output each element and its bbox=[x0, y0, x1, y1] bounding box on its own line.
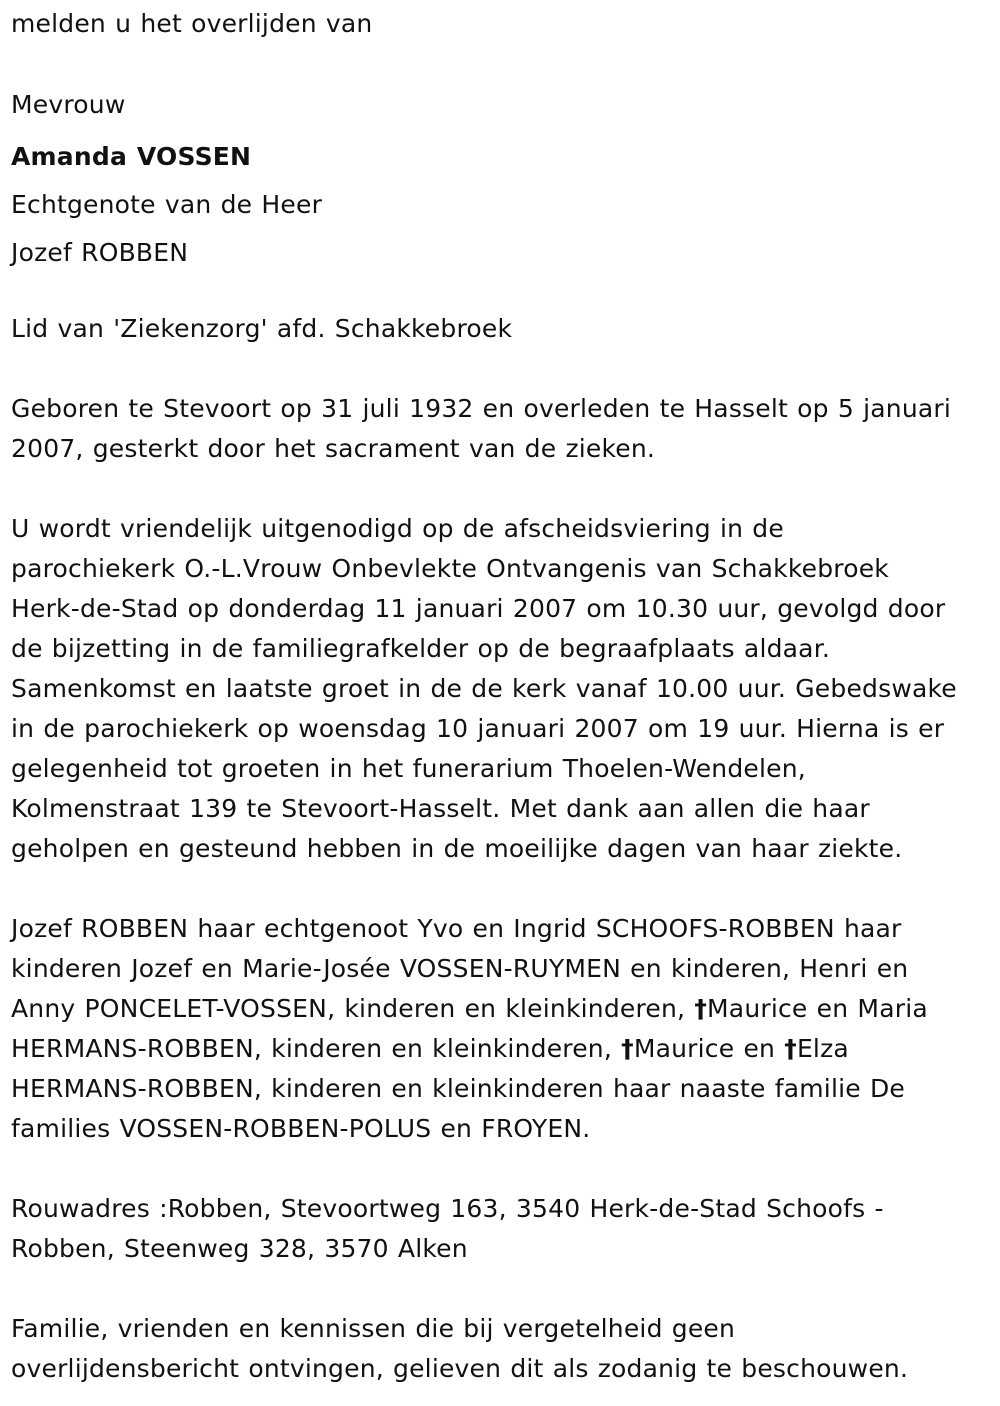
family-line: HERMANS-ROBBEN, kinderen en kleinkinderen haar naaste familie De bbox=[11, 1074, 905, 1103]
cross-icon: † bbox=[621, 1034, 634, 1063]
invitation-line: Samenkomst en laatste groet in de de kerk vanaf 10.00 uur. Gebedswake bbox=[11, 674, 957, 703]
salutation bbox=[11, 85, 125, 125]
family-text: Elza bbox=[796, 1034, 849, 1063]
family-line: Jozef ROBBEN haar echtgenoot Yvo en Ingrid SCHOOFS-ROBBEN haar bbox=[11, 914, 902, 943]
family-text: Anny PONCELET-VOSSEN, kinderen en kleinkinderen, bbox=[11, 994, 695, 1023]
closing-paragraph bbox=[11, 1309, 908, 1389]
birth-death-line: Geboren te Stevoort op 31 juli 1932 en overleden te Hasselt op 5 januari bbox=[11, 394, 952, 423]
address-line: Robben, Steenweg 328, 3570 Alken bbox=[11, 1234, 468, 1263]
cross-icon: † bbox=[784, 1034, 797, 1063]
closing-line: overlijdensbericht ontvingen, gelieven dit als zodanig te beschouwen. bbox=[11, 1354, 909, 1383]
invitation-paragraph bbox=[11, 509, 957, 869]
invitation-line: U wordt vriendelijk uitgenodigd op de afscheidsviering in de bbox=[11, 514, 784, 543]
cross-icon: † bbox=[694, 994, 708, 1023]
closing-line: Familie, vrienden en kennissen die bij vergetelheid geen bbox=[11, 1314, 736, 1343]
address-line: Rouwadres :Robben, Stevoortweg 163, 3540 Herk-de-Stad Schoofs - bbox=[11, 1194, 884, 1223]
invitation-line: in de parochiekerk op woensdag 10 januari 2007 om 19 uur. Hierna is er bbox=[11, 714, 945, 743]
birth-death-paragraph bbox=[11, 389, 951, 469]
deceased-name: Amanda VOSSEN bbox=[11, 142, 252, 171]
intro-line: melden u het overlijden van bbox=[11, 9, 373, 38]
family-text: HERMANS-ROBBEN, kinderen en kleinkinderen, bbox=[11, 1034, 622, 1063]
family-line: kinderen Jozef en Marie-Josée VOSSEN-RUYMEN en kinderen, Henri en bbox=[11, 954, 909, 983]
family-text: Maurice en bbox=[633, 1034, 785, 1063]
invitation-line: de bijzetting in de familiegrafkelder op de begraafplaats aldaar. bbox=[11, 634, 831, 663]
salutation-text: Mevrouw bbox=[11, 90, 126, 119]
family-text: Maurice en Maria bbox=[707, 994, 928, 1023]
invitation-line: gelegenheid tot groeten in het funerarium Thoelen-Wendelen, bbox=[11, 754, 806, 783]
family-line bbox=[11, 1029, 928, 1069]
membership-paragraph bbox=[11, 309, 512, 349]
membership-text: Lid van 'Ziekenzorg' afd. Schakkebroek bbox=[11, 314, 513, 343]
spouse-line-1: Echtgenote van de Heer bbox=[11, 190, 323, 219]
family-line bbox=[11, 989, 928, 1029]
invitation-line: parochiekerk O.-L.Vrouw Onbevlekte Ontvangenis van Schakkebroek bbox=[11, 554, 889, 583]
invitation-line: Herk-de-Stad op donderdag 11 januari 2007 om 10.30 uur, gevolgd door bbox=[11, 594, 946, 623]
address-paragraph bbox=[11, 1189, 884, 1269]
birth-death-line: 2007, gesterkt door het sacrament van de zieken. bbox=[11, 434, 656, 463]
intro-text bbox=[11, 4, 372, 44]
deceased-block bbox=[11, 133, 322, 277]
spouse-line-2: Jozef ROBBEN bbox=[11, 238, 189, 267]
invitation-line: Kolmenstraat 139 te Stevoort-Hasselt. Met dank aan allen die haar bbox=[11, 794, 870, 823]
family-line: families VOSSEN-ROBBEN-POLUS en FROYEN. bbox=[11, 1114, 591, 1143]
family-paragraph bbox=[11, 909, 928, 1149]
invitation-line: geholpen en gesteund hebben in de moeilijke dagen van haar ziekte. bbox=[11, 834, 903, 863]
